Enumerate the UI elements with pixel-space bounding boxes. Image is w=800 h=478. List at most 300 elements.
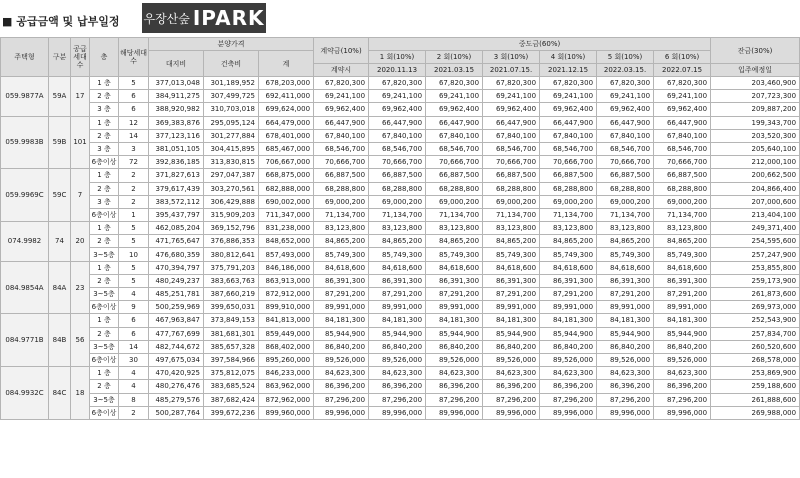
header-building: 건축비 — [204, 51, 259, 77]
cell-units: 9 — [119, 301, 149, 314]
cell-land: 377,013,048 — [149, 77, 204, 90]
cell-installment: 87,291,200 — [654, 288, 711, 301]
cell-supply: 18 — [71, 367, 90, 420]
cell-balance: 259,188,600 — [711, 380, 800, 393]
table-row — [1, 182, 800, 195]
cell-deposit: 85,749,300 — [314, 248, 369, 261]
cell-land: 476,680,359 — [149, 248, 204, 261]
cell-floor: 2 층 — [90, 235, 119, 248]
cell-units: 5 — [119, 261, 149, 274]
cell-installment: 67,820,300 — [540, 77, 597, 90]
cell-installment: 69,000,200 — [369, 195, 426, 208]
cell-deposit: 66,887,500 — [314, 169, 369, 182]
cell-balance: 257,247,900 — [711, 248, 800, 261]
cell-installment: 89,996,000 — [426, 406, 483, 419]
cell-installment: 87,291,200 — [369, 288, 426, 301]
cell-balance: 254,595,600 — [711, 235, 800, 248]
cell-balance: 209,887,200 — [711, 103, 800, 116]
cell-balance: 249,371,400 — [711, 222, 800, 235]
cell-deposit: 69,962,400 — [314, 103, 369, 116]
table-row — [1, 235, 800, 248]
cell-units: 5 — [119, 222, 149, 235]
cell-land: 477,767,699 — [149, 327, 204, 340]
cell-total: 690,002,000 — [259, 195, 314, 208]
cell-total: 706,667,000 — [259, 156, 314, 169]
cell-installment: 86,391,300 — [369, 274, 426, 287]
cell-units: 2 — [119, 182, 149, 195]
cell-installment: 84,181,300 — [426, 314, 483, 327]
cell-installment: 71,134,700 — [426, 208, 483, 221]
cell-installment: 84,865,200 — [483, 235, 540, 248]
cell-floor: 1 층 — [90, 314, 119, 327]
cell-land: 500,287,764 — [149, 406, 204, 419]
section-title: ■ 공급금액 및 납부일정 — [2, 15, 120, 28]
cell-balance: 261,873,600 — [711, 288, 800, 301]
cell-installment: 87,291,200 — [426, 288, 483, 301]
cell-floor: 1 층 — [90, 77, 119, 90]
cell-deposit: 67,840,100 — [314, 129, 369, 142]
cell-gubun: 59A — [49, 77, 71, 117]
header-deposit-when: 계약시 — [314, 64, 369, 77]
cell-units: 2 — [119, 406, 149, 419]
cell-installment: 85,749,300 — [540, 248, 597, 261]
cell-deposit: 84,865,200 — [314, 235, 369, 248]
header-installment: 3 회(10%) — [483, 51, 540, 64]
cell-floor: 3 층 — [90, 142, 119, 155]
cell-installment: 71,134,700 — [540, 208, 597, 221]
cell-balance: 259,173,900 — [711, 274, 800, 287]
cell-installment: 84,623,300 — [483, 367, 540, 380]
cell-installment: 84,865,200 — [426, 235, 483, 248]
cell-installment: 66,447,900 — [540, 116, 597, 129]
cell-installment: 83,123,800 — [426, 222, 483, 235]
cell-installment: 67,840,100 — [540, 129, 597, 142]
cell-gubun: 59B — [49, 116, 71, 169]
cell-installment: 71,134,700 — [369, 208, 426, 221]
cell-installment: 84,181,300 — [483, 314, 540, 327]
cell-installment: 86,391,300 — [426, 274, 483, 287]
table-row — [1, 77, 800, 90]
cell-land: 462,085,204 — [149, 222, 204, 235]
cell-total: 857,493,000 — [259, 248, 314, 261]
cell-deposit: 86,840,200 — [314, 340, 369, 353]
cell-installment: 85,749,300 — [369, 248, 426, 261]
table-row — [1, 222, 800, 235]
header-date: 2021.12.15 — [540, 64, 597, 77]
cell-installment: 84,618,600 — [483, 261, 540, 274]
cell-installment: 69,000,200 — [540, 195, 597, 208]
cell-deposit: 68,288,800 — [314, 182, 369, 195]
header-balance: 잔금(30%) — [711, 38, 800, 64]
table-row — [1, 301, 800, 314]
cell-installment: 86,396,200 — [369, 380, 426, 393]
table-row — [1, 393, 800, 406]
cell-building: 381,681,301 — [204, 327, 259, 340]
table-row — [1, 248, 800, 261]
cell-land: 482,744,672 — [149, 340, 204, 353]
cell-installment: 86,396,200 — [654, 380, 711, 393]
cell-building: 303,270,561 — [204, 182, 259, 195]
cell-installment: 84,181,300 — [540, 314, 597, 327]
cell-installment: 84,865,200 — [597, 235, 654, 248]
cell-installment: 84,618,600 — [654, 261, 711, 274]
cell-land: 480,249,237 — [149, 274, 204, 287]
cell-deposit: 86,396,200 — [314, 380, 369, 393]
cell-installment: 85,749,300 — [426, 248, 483, 261]
cell-units: 14 — [119, 340, 149, 353]
cell-deposit: 84,181,300 — [314, 314, 369, 327]
cell-balance: 204,866,400 — [711, 182, 800, 195]
cell-total: 899,910,000 — [259, 301, 314, 314]
cell-land: 500,259,969 — [149, 301, 204, 314]
cell-deposit: 89,996,000 — [314, 406, 369, 419]
cell-units: 12 — [119, 116, 149, 129]
table-body — [1, 77, 800, 420]
cell-installment: 84,865,200 — [654, 235, 711, 248]
cell-gubun: 84B — [49, 314, 71, 367]
cell-gubun: 59C — [49, 169, 71, 222]
cell-land: 369,383,876 — [149, 116, 204, 129]
cell-units: 6 — [119, 90, 149, 103]
cell-gubun: 84C — [49, 367, 71, 420]
table-row — [1, 340, 800, 353]
cell-units: 2 — [119, 169, 149, 182]
cell-balance: 199,343,700 — [711, 116, 800, 129]
header-installment: 4 회(10%) — [540, 51, 597, 64]
cell-installment: 69,241,100 — [540, 90, 597, 103]
cell-gubun: 74 — [49, 222, 71, 262]
cell-floor: 1 층 — [90, 367, 119, 380]
cell-installment: 68,288,800 — [597, 182, 654, 195]
cell-balance: 268,578,000 — [711, 353, 800, 366]
cell-installment: 86,840,200 — [483, 340, 540, 353]
header-type: 주택형 — [1, 38, 49, 77]
cell-installment: 71,134,700 — [654, 208, 711, 221]
price-table — [0, 37, 800, 420]
cell-installment: 67,820,300 — [369, 77, 426, 90]
cell-floor: 2 층 — [90, 129, 119, 142]
cell-installment: 86,840,200 — [597, 340, 654, 353]
cell-deposit: 66,447,900 — [314, 116, 369, 129]
cell-installment: 67,840,100 — [426, 129, 483, 142]
cell-installment: 89,996,000 — [654, 406, 711, 419]
cell-installment: 84,181,300 — [597, 314, 654, 327]
table-row — [1, 208, 800, 221]
cell-building: 295,095,124 — [204, 116, 259, 129]
cell-land: 485,251,781 — [149, 288, 204, 301]
logo-subtitle: 우장산숲 — [143, 11, 190, 26]
cell-total: 848,652,000 — [259, 235, 314, 248]
cell-installment: 66,447,900 — [483, 116, 540, 129]
cell-balance: 200,662,500 — [711, 169, 800, 182]
cell-building: 399,672,236 — [204, 406, 259, 419]
cell-installment: 85,944,900 — [483, 327, 540, 340]
cell-installment: 67,840,100 — [483, 129, 540, 142]
cell-building: 310,703,018 — [204, 103, 259, 116]
table-row — [1, 195, 800, 208]
cell-installment: 66,887,500 — [654, 169, 711, 182]
cell-type: 059.9983B — [1, 116, 49, 169]
cell-installment: 86,391,300 — [654, 274, 711, 287]
cell-building: 315,909,203 — [204, 208, 259, 221]
cell-total: 859,449,000 — [259, 327, 314, 340]
cell-total: 685,467,000 — [259, 142, 314, 155]
cell-floor: 3 층 — [90, 195, 119, 208]
cell-balance: 252,543,900 — [711, 314, 800, 327]
cell-installment: 70,666,700 — [654, 156, 711, 169]
cell-installment: 69,241,100 — [654, 90, 711, 103]
cell-total: 872,912,000 — [259, 288, 314, 301]
brand-logo — [142, 3, 266, 33]
table-row — [1, 288, 800, 301]
header-balance-when: 입주예정일 — [711, 64, 800, 77]
cell-installment: 87,296,200 — [597, 393, 654, 406]
cell-building: 301,277,884 — [204, 129, 259, 142]
cell-installment: 89,991,000 — [369, 301, 426, 314]
cell-installment: 84,623,300 — [654, 367, 711, 380]
cell-land: 467,963,847 — [149, 314, 204, 327]
header-deposit: 계약금(10%) — [314, 38, 369, 64]
cell-floor: 1 층 — [90, 169, 119, 182]
cell-units: 4 — [119, 367, 149, 380]
cell-total: 872,962,000 — [259, 393, 314, 406]
cell-units: 4 — [119, 380, 149, 393]
header-date: 2022.07.15 — [654, 64, 711, 77]
cell-deposit: 85,944,900 — [314, 327, 369, 340]
cell-installment: 84,623,300 — [597, 367, 654, 380]
cell-units: 5 — [119, 77, 149, 90]
cell-floor: 3~5층 — [90, 340, 119, 353]
cell-installment: 67,820,300 — [483, 77, 540, 90]
cell-installment: 66,887,500 — [483, 169, 540, 182]
cell-floor: 2 층 — [90, 90, 119, 103]
table-row — [1, 353, 800, 366]
cell-building: 301,189,952 — [204, 77, 259, 90]
cell-land: 383,572,112 — [149, 195, 204, 208]
cell-total: 664,479,000 — [259, 116, 314, 129]
cell-installment: 67,820,300 — [426, 77, 483, 90]
logo-wordmark: IPARK — [192, 6, 265, 30]
cell-installment: 69,241,100 — [483, 90, 540, 103]
cell-installment: 69,962,400 — [483, 103, 540, 116]
cell-land: 395,437,797 — [149, 208, 204, 221]
cell-balance: 269,988,000 — [711, 406, 800, 419]
cell-floor: 3~5층 — [90, 393, 119, 406]
cell-installment: 85,944,900 — [369, 327, 426, 340]
cell-installment: 68,546,700 — [597, 142, 654, 155]
cell-balance: 261,888,600 — [711, 393, 800, 406]
cell-installment: 83,123,800 — [597, 222, 654, 235]
cell-installment: 83,123,800 — [540, 222, 597, 235]
cell-deposit: 68,546,700 — [314, 142, 369, 155]
cell-supply: 7 — [71, 169, 90, 222]
cell-installment: 71,134,700 — [597, 208, 654, 221]
header-land: 대지비 — [149, 51, 204, 77]
cell-total: 868,402,000 — [259, 340, 314, 353]
cell-deposit: 83,123,800 — [314, 222, 369, 235]
cell-units: 2 — [119, 195, 149, 208]
cell-installment: 69,962,400 — [540, 103, 597, 116]
cell-installment: 68,546,700 — [540, 142, 597, 155]
cell-installment: 83,123,800 — [369, 222, 426, 235]
cell-installment: 85,944,900 — [540, 327, 597, 340]
cell-type: 059.9877A — [1, 77, 49, 117]
cell-type: 084.9932C — [1, 367, 49, 420]
header-total: 계 — [259, 51, 314, 77]
cell-installment: 89,996,000 — [597, 406, 654, 419]
cell-installment: 89,526,000 — [597, 353, 654, 366]
cell-building: 397,584,966 — [204, 353, 259, 366]
cell-installment: 70,666,700 — [426, 156, 483, 169]
cell-total: 682,888,000 — [259, 182, 314, 195]
table-row — [1, 406, 800, 419]
cell-installment: 70,666,700 — [369, 156, 426, 169]
cell-floor: 1 층 — [90, 116, 119, 129]
cell-installment: 86,396,200 — [426, 380, 483, 393]
cell-installment: 87,296,200 — [483, 393, 540, 406]
cell-land: 392,836,185 — [149, 156, 204, 169]
cell-floor: 6층이상 — [90, 406, 119, 419]
cell-deposit: 69,000,200 — [314, 195, 369, 208]
cell-deposit: 69,241,100 — [314, 90, 369, 103]
cell-installment: 87,296,200 — [426, 393, 483, 406]
cell-installment: 68,288,800 — [369, 182, 426, 195]
cell-land: 379,617,439 — [149, 182, 204, 195]
cell-deposit: 87,291,200 — [314, 288, 369, 301]
cell-floor: 6층이상 — [90, 208, 119, 221]
cell-installment: 87,291,200 — [597, 288, 654, 301]
cell-installment: 69,962,400 — [597, 103, 654, 116]
cell-installment: 68,288,800 — [654, 182, 711, 195]
cell-floor: 2 층 — [90, 182, 119, 195]
cell-total: 863,913,000 — [259, 274, 314, 287]
cell-building: 313,830,815 — [204, 156, 259, 169]
cell-floor: 1 층 — [90, 261, 119, 274]
cell-installment: 89,991,000 — [654, 301, 711, 314]
cell-installment: 89,991,000 — [540, 301, 597, 314]
cell-installment: 89,991,000 — [483, 301, 540, 314]
header-price: 분양가격 — [149, 38, 314, 51]
cell-units: 8 — [119, 393, 149, 406]
cell-installment: 68,546,700 — [426, 142, 483, 155]
cell-deposit: 67,820,300 — [314, 77, 369, 90]
cell-units: 14 — [119, 129, 149, 142]
cell-installment: 69,241,100 — [597, 90, 654, 103]
cell-installment: 84,618,600 — [426, 261, 483, 274]
cell-installment: 66,447,900 — [426, 116, 483, 129]
cell-installment: 70,666,700 — [597, 156, 654, 169]
cell-installment: 66,887,500 — [369, 169, 426, 182]
cell-deposit: 89,991,000 — [314, 301, 369, 314]
cell-installment: 66,447,900 — [654, 116, 711, 129]
cell-land: 384,911,275 — [149, 90, 204, 103]
cell-installment: 87,296,200 — [654, 393, 711, 406]
cell-units: 30 — [119, 353, 149, 366]
cell-floor: 3~5층 — [90, 288, 119, 301]
cell-installment: 66,447,900 — [597, 116, 654, 129]
cell-building: 387,682,424 — [204, 393, 259, 406]
cell-building: 369,152,796 — [204, 222, 259, 235]
cell-installment: 84,618,600 — [597, 261, 654, 274]
cell-installment: 89,996,000 — [483, 406, 540, 419]
cell-installment: 86,391,300 — [597, 274, 654, 287]
cell-building: 383,663,763 — [204, 274, 259, 287]
cell-deposit: 71,134,700 — [314, 208, 369, 221]
cell-deposit: 89,526,000 — [314, 353, 369, 366]
header-date: 2021.03.15 — [426, 64, 483, 77]
cell-installment: 89,996,000 — [540, 406, 597, 419]
cell-land: 381,051,105 — [149, 142, 204, 155]
header-gubun: 구분 — [49, 38, 71, 77]
cell-balance: 212,000,100 — [711, 156, 800, 169]
cell-land: 388,920,982 — [149, 103, 204, 116]
cell-total: 895,260,000 — [259, 353, 314, 366]
cell-installment: 86,840,200 — [540, 340, 597, 353]
table-row — [1, 314, 800, 327]
cell-installment: 85,749,300 — [654, 248, 711, 261]
cell-building: 297,047,387 — [204, 169, 259, 182]
cell-balance: 213,404,100 — [711, 208, 800, 221]
section-title-row — [2, 6, 120, 36]
cell-installment: 85,944,900 — [654, 327, 711, 340]
cell-installment: 69,962,400 — [369, 103, 426, 116]
cell-units: 3 — [119, 142, 149, 155]
table-row — [1, 367, 800, 380]
cell-land: 497,675,034 — [149, 353, 204, 366]
cell-installment: 67,840,100 — [369, 129, 426, 142]
cell-building: 380,812,641 — [204, 248, 259, 261]
cell-installment: 84,865,200 — [369, 235, 426, 248]
cell-supply: 23 — [71, 261, 90, 314]
cell-installment: 87,291,200 — [483, 288, 540, 301]
cell-supply: 17 — [71, 77, 90, 117]
cell-installment: 89,526,000 — [426, 353, 483, 366]
cell-installment: 89,526,000 — [369, 353, 426, 366]
cell-installment: 87,296,200 — [369, 393, 426, 406]
cell-installment: 86,396,200 — [483, 380, 540, 393]
cell-installment: 68,288,800 — [483, 182, 540, 195]
cell-floor: 6층이상 — [90, 156, 119, 169]
cell-installment: 89,526,000 — [483, 353, 540, 366]
cell-land: 471,765,647 — [149, 235, 204, 248]
cell-balance: 203,460,900 — [711, 77, 800, 90]
cell-balance: 205,640,100 — [711, 142, 800, 155]
cell-floor: 3 층 — [90, 103, 119, 116]
cell-installment: 84,181,300 — [369, 314, 426, 327]
table-row — [1, 380, 800, 393]
cell-installment: 68,546,700 — [654, 142, 711, 155]
cell-type: 084.9771B — [1, 314, 49, 367]
cell-balance: 207,723,300 — [711, 90, 800, 103]
cell-units: 72 — [119, 156, 149, 169]
cell-installment: 69,000,200 — [426, 195, 483, 208]
cell-land: 485,279,576 — [149, 393, 204, 406]
cell-installment: 84,623,300 — [540, 367, 597, 380]
cell-total: 846,186,000 — [259, 261, 314, 274]
table-row — [1, 103, 800, 116]
cell-building: 304,415,895 — [204, 142, 259, 155]
cell-balance: 253,855,800 — [711, 261, 800, 274]
cell-land: 371,827,613 — [149, 169, 204, 182]
cell-floor: 6층이상 — [90, 353, 119, 366]
cell-installment: 69,962,400 — [654, 103, 711, 116]
cell-installment: 86,396,200 — [597, 380, 654, 393]
header-units: 해당세대수 — [119, 38, 149, 77]
cell-installment: 70,666,700 — [540, 156, 597, 169]
cell-installment: 89,996,000 — [369, 406, 426, 419]
table-row — [1, 129, 800, 142]
cell-deposit: 84,623,300 — [314, 367, 369, 380]
